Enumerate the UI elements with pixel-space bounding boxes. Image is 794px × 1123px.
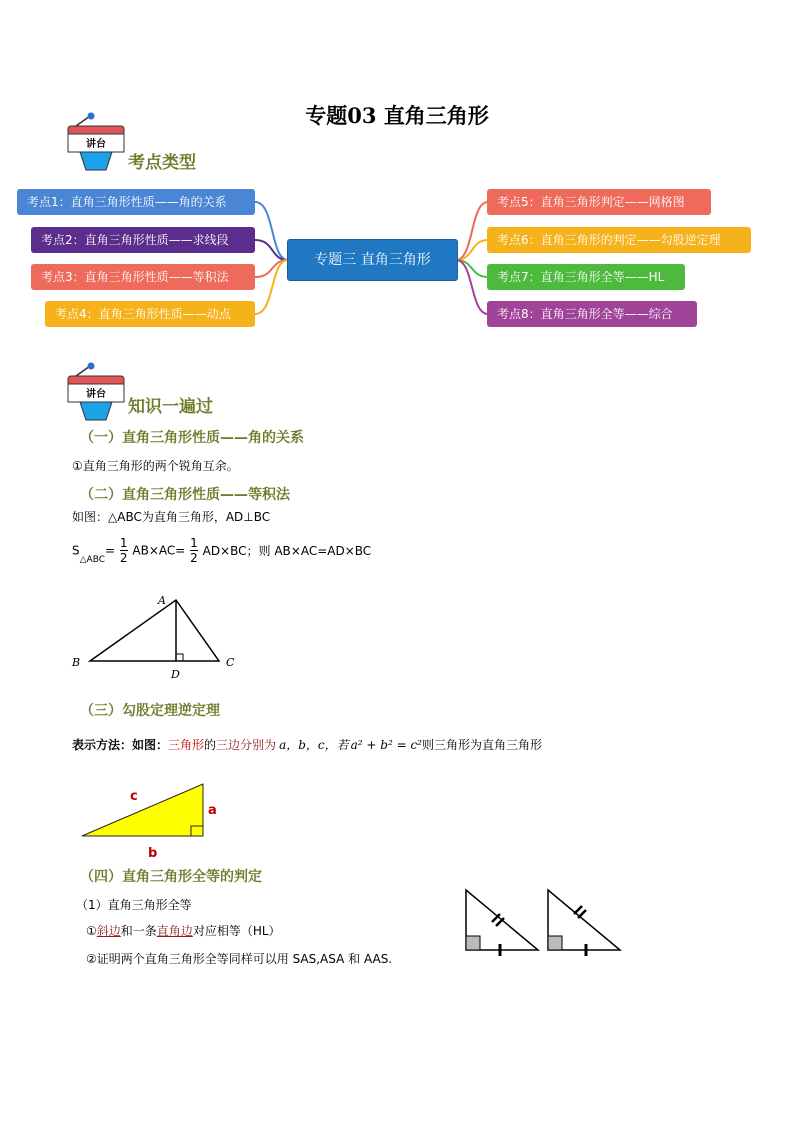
vertex-label-d: D xyxy=(171,668,180,681)
mindmap-center-node: 专题三 直角三角形 xyxy=(287,239,458,281)
term-triangle: 三角形 xyxy=(168,738,205,752)
mindmap-node-kaodian8: 考点8：直角三角形全等——综合 xyxy=(487,301,697,327)
fraction-half: $\frac{1}{2}$ xyxy=(119,536,128,565)
formula-term1: AB×AC= xyxy=(132,543,186,558)
vertex-label-a: A xyxy=(158,594,166,607)
mindmap-node-kaodian1: 考点1：直角三角形性质——角的关系 xyxy=(17,189,255,215)
part4-line2: ②证明两个直角三角形全等同样可以用 SAS,ASA 和 AAS. xyxy=(86,952,393,966)
part4-sub: （1）直角三角形全等 xyxy=(76,898,192,912)
podium-icon xyxy=(62,112,126,172)
mindmap-node-kaodian3: 考点3：直角三角形性质——等积法 xyxy=(31,264,255,290)
part2-heading: （二）直角三角形性质——等积法 xyxy=(80,487,290,503)
mindmap-node-kaodian2: 考点2：直角三角形性质——求线段 xyxy=(31,227,255,253)
mindmap-node-kaodian4: 考点4：直角三角形性质——动点 xyxy=(45,301,255,327)
area-formula xyxy=(72,536,371,565)
part3-prefix: 表示方法：如图： xyxy=(72,738,169,752)
formula-sub: △ABC xyxy=(79,555,106,565)
part1-heading: （一）直角三角形性质——角的关系 xyxy=(80,430,304,446)
vertex-label-b: B xyxy=(72,656,81,669)
part4-heading: （四）直角三角形全等的判定 xyxy=(80,869,262,885)
formula-term2: AD×BC；则 AB×AC=AD×BC xyxy=(202,544,372,558)
term-hypotenuse: 斜边 xyxy=(96,924,121,938)
part4-line1: ①斜边和一条直角边对应相等（HL） xyxy=(86,924,281,938)
yellow-right-triangle-figure xyxy=(78,780,228,860)
hl-congruent-triangles-figure xyxy=(460,884,630,959)
podium-icon xyxy=(62,362,126,422)
formula-s: S xyxy=(72,543,80,558)
triangle-abc-altitude-figure xyxy=(66,592,246,682)
vars-abc: a，b，c，若 xyxy=(279,738,349,752)
part2-line1: 如图：△ABC为直角三角形，AD⊥BC xyxy=(72,510,271,524)
side-label-c: c xyxy=(130,789,138,804)
podium-label: 讲台 xyxy=(86,139,106,150)
part1-line1: ①直角三角形的两个锐角互余。 xyxy=(72,459,239,473)
mindmap-node-kaodian5: 考点5：直角三角形判定——网格图 xyxy=(487,189,711,215)
podium-label: 讲台 xyxy=(86,389,106,400)
mindmap-node-kaodian7: 考点7：直角三角形全等——HL xyxy=(487,264,685,290)
part3-statement: 表示方法：如图：三角形的三边分别为 a，b，c，若 a² + b² = c²则三角形为直角三角形 xyxy=(72,738,542,752)
page-title: 专题03 直角三角形 xyxy=(305,103,489,128)
section-heading-knowledge: 知识一遍过 xyxy=(128,397,213,417)
pythagorean-equation: a² + b² = c² xyxy=(350,738,422,752)
fraction-half: $\frac{1}{2}$ xyxy=(190,536,198,565)
side-label-b: b xyxy=(148,846,158,860)
formula-eq: = xyxy=(105,543,116,558)
side-label-a: a xyxy=(208,803,217,818)
term-three-sides: 三边分别为 xyxy=(216,738,277,752)
term-leg: 直角边 xyxy=(156,924,193,938)
part3-suffix: 则三角形为直角三角形 xyxy=(421,738,542,752)
part3-heading: （三）勾股定理逆定理 xyxy=(80,703,220,719)
vertex-label-c: C xyxy=(226,656,235,669)
mindmap-node-kaodian6: 考点6：直角三角形的判定——勾股逆定理 xyxy=(487,227,751,253)
section-heading-exam-types: 考点类型 xyxy=(128,153,196,173)
